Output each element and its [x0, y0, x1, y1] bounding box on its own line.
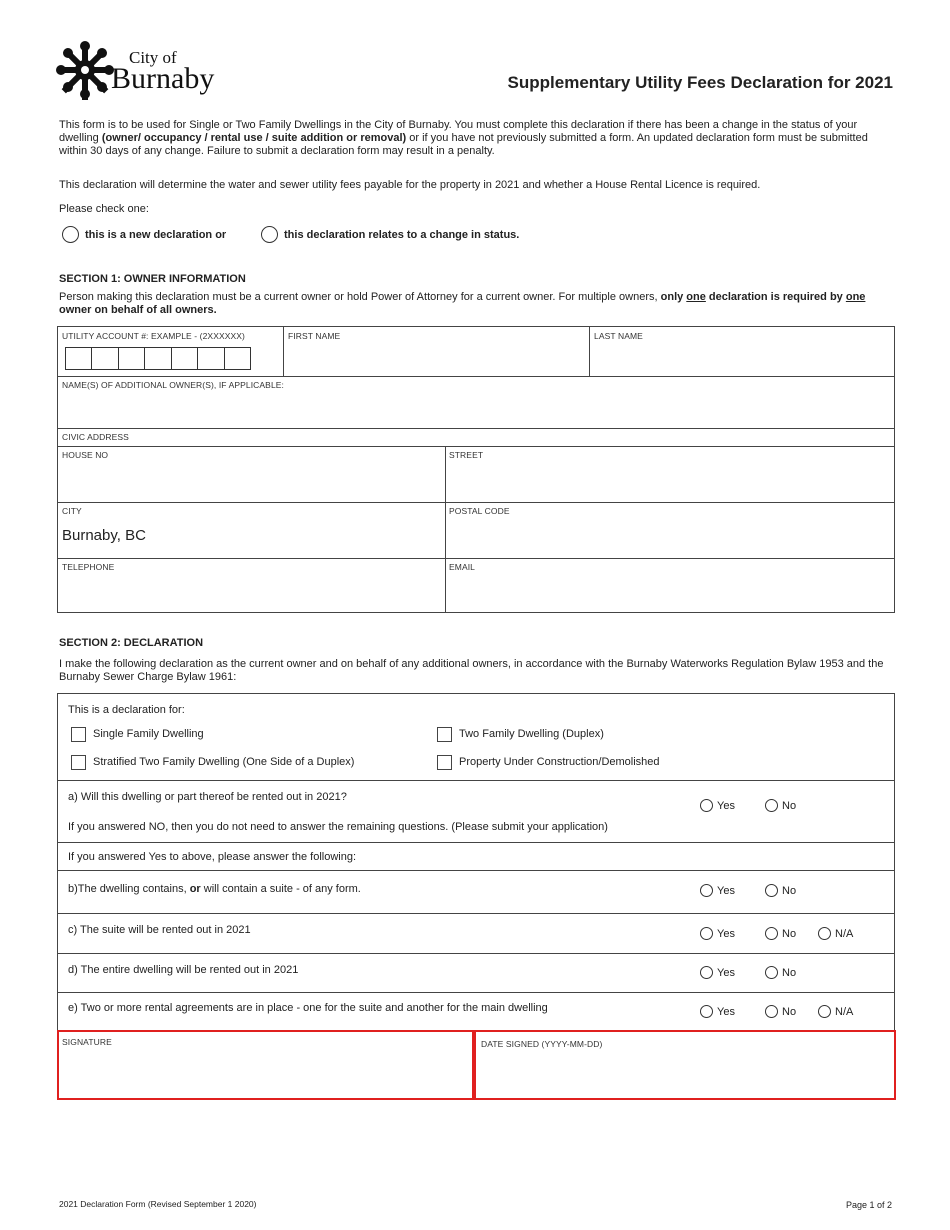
- question-e-no[interactable]: No: [765, 1005, 796, 1018]
- radio-icon[interactable]: [765, 884, 778, 897]
- radio-icon[interactable]: [700, 1005, 713, 1018]
- logo-city-text: City of: [129, 48, 177, 67]
- city-field[interactable]: Burnaby, BC: [62, 527, 146, 544]
- last-name-label: LAST NAME: [594, 331, 643, 341]
- option-new-declaration[interactable]: this is a new declaration or: [62, 226, 226, 243]
- question-b: b)The dwelling contains, or will contain a suite - of any form.: [68, 883, 361, 895]
- two-family-label: Two Family Dwelling (Duplex): [459, 728, 604, 740]
- additional-owners-field[interactable]: [58, 393, 894, 427]
- logo-burnaby-text: Burnaby: [111, 62, 215, 95]
- utility-account-input[interactable]: [65, 347, 251, 370]
- utility-account-label: UTILITY ACCOUNT #: EXAMPLE - (2XXXXXX): [62, 331, 245, 341]
- street-field[interactable]: [446, 462, 894, 501]
- telephone-label: TELEPHONE: [62, 562, 115, 572]
- telephone-field[interactable]: [58, 574, 444, 612]
- question-c-na[interactable]: N/A: [818, 927, 853, 940]
- signature-label: SIGNATURE: [62, 1037, 112, 1047]
- email-label: EMAIL: [449, 562, 476, 572]
- two-family-checkbox[interactable]: [437, 727, 452, 742]
- question-e: e) Two or more rental agreements are in place - one for the suite and another for the main dwelling: [68, 1002, 548, 1014]
- question-c: c) The suite will be rented out in 2021: [68, 924, 251, 936]
- question-a: a) Will this dwelling or part thereof be rented out in 2021?: [68, 791, 347, 803]
- question-a-no[interactable]: No: [765, 799, 796, 812]
- radio-icon[interactable]: [700, 884, 713, 897]
- radio-icon[interactable]: [818, 927, 831, 940]
- signature-field[interactable]: [57, 1030, 474, 1100]
- intro-paragraph: This form is to be used for Single or Two Family Dwellings in the City of Burnaby. You must complete this declaration if there has been a change in the status of your dwelling (owner/ occupancy / rental use / suite addition or removal) or if you have not previously submitted a form. An updated declaration form must be submitted within 30 days of any change. Failure to submit a declaration form may result in a penalty.: [59, 119, 868, 157]
- street-label: STREET: [449, 450, 484, 460]
- stratified-label: Stratified Two Family Dwelling (One Side of a Duplex): [93, 756, 355, 768]
- email-field[interactable]: [446, 574, 894, 612]
- city-label: CITY: [62, 506, 82, 516]
- radio-icon[interactable]: [62, 226, 79, 243]
- under-construction-label: Property Under Construction/Demolished: [459, 756, 660, 768]
- radio-icon[interactable]: [700, 799, 713, 812]
- radio-icon[interactable]: [261, 226, 278, 243]
- question-d-no[interactable]: No: [765, 966, 796, 979]
- question-c-no[interactable]: No: [765, 927, 796, 940]
- question-e-na[interactable]: N/A: [818, 1005, 853, 1018]
- single-family-label: Single Family Dwelling: [93, 728, 204, 740]
- section1-description: Person making this declaration must be a current owner or hold Power of Attorney for a current owner. For multiple owners, only one declaration is required by one owner on behalf of all owners.: [59, 291, 866, 316]
- house-no-label: HOUSE NO: [62, 450, 109, 460]
- civic-address-label: CIVIC ADDRESS: [62, 432, 129, 442]
- question-d: d) The entire dwelling will be rented out in 2021: [68, 964, 299, 976]
- city-logo: [55, 40, 225, 105]
- option-change-in-status[interactable]: this declaration relates to a change in status.: [261, 226, 519, 243]
- house-no-field[interactable]: [58, 462, 444, 501]
- radio-icon[interactable]: [700, 927, 713, 940]
- section1-heading: SECTION 1: OWNER INFORMATION: [59, 273, 246, 285]
- radio-icon[interactable]: [765, 966, 778, 979]
- question-b-yes[interactable]: Yes: [700, 884, 735, 897]
- form-revision: 2021 Declaration Form (Revised September 1 2020): [59, 1199, 257, 1209]
- page-title: Supplementary Utility Fees Declaration for 2021: [507, 73, 893, 92]
- postal-code-field[interactable]: [446, 518, 894, 557]
- postal-code-label: POSTAL CODE: [449, 506, 510, 516]
- section2-heading: SECTION 2: DECLARATION: [59, 637, 204, 649]
- additional-owners-label: NAME(S) OF ADDITIONAL OWNER(S), IF APPLICABLE:: [62, 380, 285, 390]
- question-a-yes[interactable]: Yes: [700, 799, 735, 812]
- last-name-field[interactable]: [590, 343, 894, 375]
- page-number: Page 1 of 2: [845, 1200, 892, 1210]
- radio-icon[interactable]: [765, 799, 778, 812]
- question-b-no[interactable]: No: [765, 884, 796, 897]
- intro-purpose: This declaration will determine the water and sewer utility fees payable for the property in 2021 and whether a House Rental Licence is required.: [59, 179, 761, 191]
- radio-icon[interactable]: [700, 966, 713, 979]
- snowflake-logo-icon: [55, 40, 115, 102]
- radio-icon[interactable]: [818, 1005, 831, 1018]
- if-yes-instructions: If you answered Yes to above, please answer the following:: [68, 851, 357, 863]
- first-name-field[interactable]: [284, 343, 588, 375]
- under-construction-checkbox[interactable]: [437, 755, 452, 770]
- question-c-yes[interactable]: Yes: [700, 927, 735, 940]
- stratified-checkbox[interactable]: [71, 755, 86, 770]
- question-e-yes[interactable]: Yes: [700, 1005, 735, 1018]
- date-signed-label: DATE SIGNED (YYYY-MM-DD): [481, 1039, 603, 1049]
- question-a-note: If you answered NO, then you do not need to answer the remaining questions. (Please submit your application): [68, 821, 608, 833]
- radio-icon[interactable]: [765, 927, 778, 940]
- check-one-label: Please check one:: [59, 203, 149, 215]
- single-family-checkbox[interactable]: [71, 727, 86, 742]
- radio-icon[interactable]: [765, 1005, 778, 1018]
- first-name-label: FIRST NAME: [288, 331, 341, 341]
- question-d-yes[interactable]: Yes: [700, 966, 735, 979]
- section2-description: I make the following declaration as the current owner and on behalf of any additional owners, in accordance with the Burnaby Waterworks Regulation Bylaw 1953 and the Burnaby Sewer Charge Bylaw 1961:: [59, 658, 884, 683]
- declaration-for-label: This is a declaration for:: [68, 704, 185, 716]
